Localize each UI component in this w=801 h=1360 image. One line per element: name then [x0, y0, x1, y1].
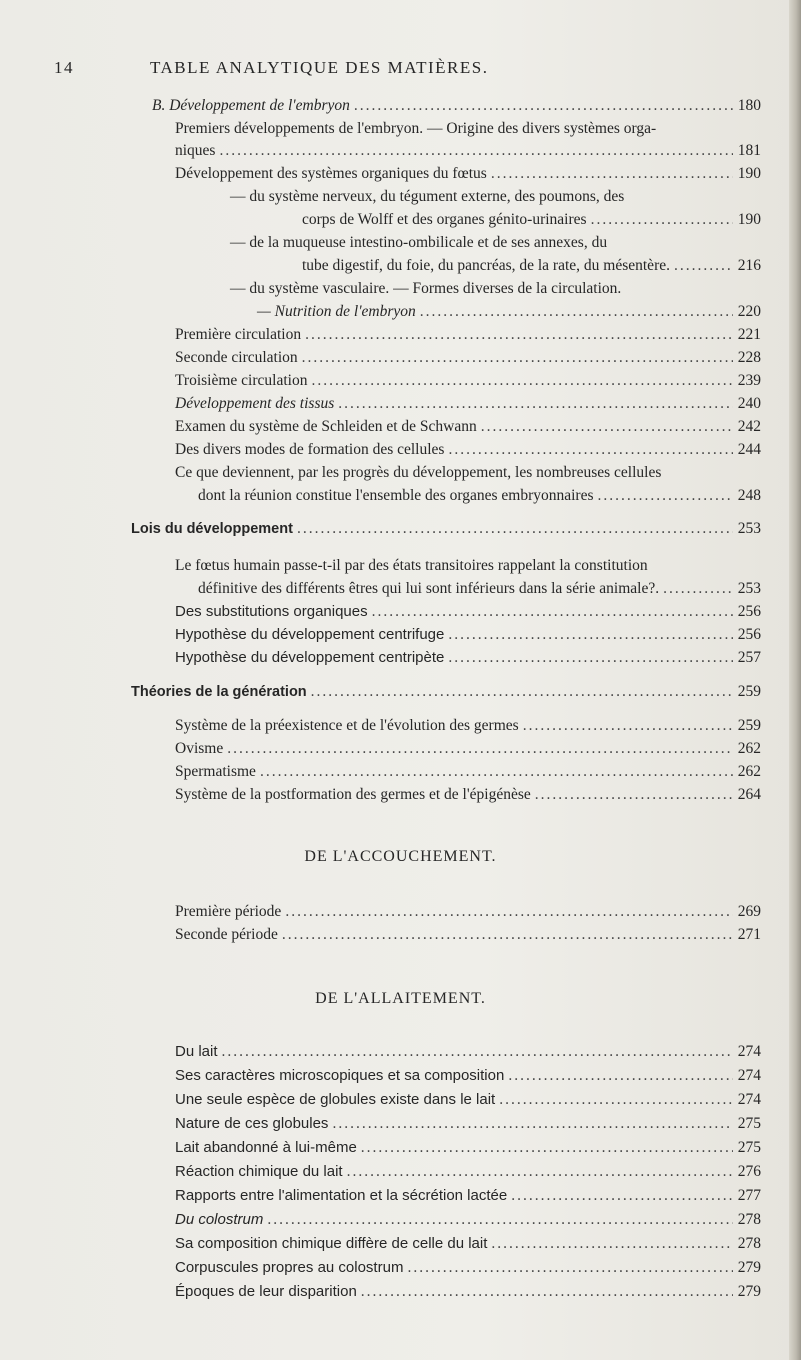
toc-entry-line: Ce que deviennent, par les progrès du développement, les nombreuses cellules	[175, 464, 662, 481]
toc-entry-line: Premiers développements de l'embryon. — Origine des divers systèmes orga-	[175, 120, 657, 137]
toc-entry: niques ..... 181	[175, 141, 761, 161]
toc-entry: Époques de leur disparition ..... 279	[175, 1282, 761, 1302]
toc-entry: dont la réunion constitue l'ensemble des organes embryonnaires ..... 248	[198, 486, 761, 506]
page-edge	[789, 0, 801, 1360]
toc-entry: Nature de ces globules ..... 275	[175, 1114, 761, 1134]
toc-entry: Troisième circulation ..... 239	[175, 371, 761, 391]
toc-entry: définitive des différents êtres qui lui sont inférieurs dans la série animale?. ..... 253	[198, 579, 761, 599]
toc-entry: Système de la préexistence et de l'évolution des germes ..... 259	[175, 716, 761, 736]
toc-entry: Spermatisme ..... 262	[175, 762, 761, 782]
toc-entry: Seconde circulation ..... 228	[175, 348, 761, 368]
running-header	[54, 58, 761, 80]
page-title: TABLE ANALYTIQUE DES MATIÈRES.	[150, 58, 489, 77]
toc-entry: tube digestif, du foie, du pancréas, de la rate, du mésentère. ..... 216	[302, 256, 761, 276]
toc-entry: Ovisme ..... 262	[175, 739, 761, 759]
toc-entry: Du colostrum ..... 278	[175, 1210, 761, 1230]
toc-entry: Seconde période ..... 271	[175, 925, 761, 945]
toc-entry: Examen du système de Schleiden et de Schwann ..... 242	[175, 417, 761, 437]
toc-entry-line: — du système vasculaire. — Formes diverses de la circulation.	[230, 280, 622, 297]
toc-entry: corps de Wolff et des organes génito-urinaires ..... 190	[302, 210, 761, 230]
page-number: 14	[54, 58, 74, 77]
toc-entry: Hypothèse du développement centripète ..... 257	[175, 648, 761, 668]
toc-entry: Système de la postformation des germes et de l'épigénèse ..... 264	[175, 785, 761, 805]
toc-entry: Sa composition chimique diffère de celle du lait ..... 278	[175, 1234, 761, 1254]
toc-entry: Une seule espèce de globules existe dans le lait ..... 274	[175, 1090, 761, 1110]
toc-entry: Développement des tissus ..... 240	[175, 394, 761, 414]
toc-entry: Du lait ..... 274	[175, 1042, 761, 1062]
toc-entry: Des divers modes de formation des cellules ..... 244	[175, 440, 761, 460]
toc-entry: B. Développement de l'embryon ..... 180	[152, 96, 761, 116]
toc-entry: Rapports entre l'alimentation et la sécrétion lactée ..... 277	[175, 1186, 761, 1206]
toc-entry: Première période ..... 269	[175, 902, 761, 922]
toc-entry-line: Le fœtus humain passe-t-il par des états transitoires rappelant la constitution	[175, 557, 648, 574]
toc-entry: Des substitutions organiques ..... 256	[175, 602, 761, 622]
section-heading: DE L'ACCOUCHEMENT.	[304, 848, 497, 865]
toc-section: Lois du développement ..... 253	[131, 519, 761, 539]
toc-section: Théories de la génération ..... 259	[131, 682, 761, 702]
toc-entry: — Nutrition de l'embryon ..... 220	[257, 302, 761, 322]
toc-entry-line: — de la muqueuse intestino-ombilicale et de ses annexes, du	[230, 234, 608, 251]
toc-entry: Première circulation ..... 221	[175, 325, 761, 345]
section-heading: DE L'ALLAITEMENT.	[315, 990, 486, 1007]
toc-entry: Lait abandonné à lui-même ..... 275	[175, 1138, 761, 1158]
toc-entry: Hypothèse du développement centrifuge ..... 256	[175, 625, 761, 645]
toc-entry: Corpuscules propres au colostrum ..... 279	[175, 1258, 761, 1278]
toc-entry: Réaction chimique du lait ..... 276	[175, 1162, 761, 1182]
toc-entry: Développement des systèmes organiques du fœtus ..... 190	[175, 164, 761, 184]
toc-entry-line: — du système nerveux, du tégument externe, des poumons, des	[230, 188, 625, 205]
toc-entry: Ses caractères microscopiques et sa composition ..... 274	[175, 1066, 761, 1086]
